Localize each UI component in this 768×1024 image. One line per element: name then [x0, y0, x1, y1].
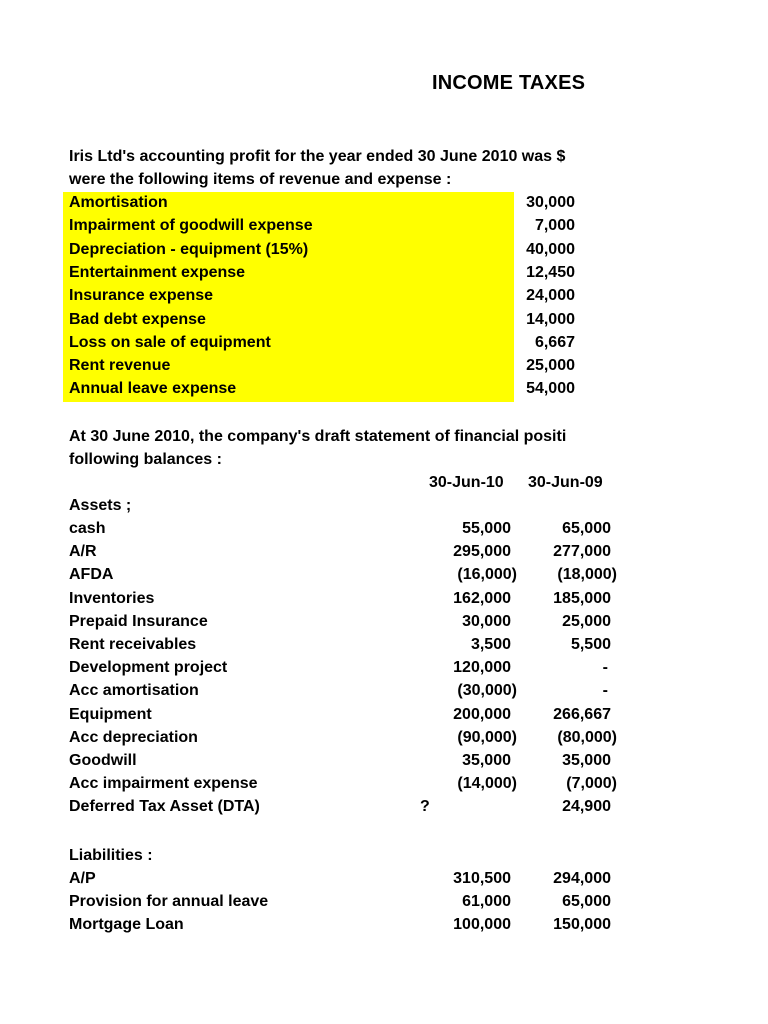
item-row [69, 241, 768, 264]
asset-row [69, 729, 768, 752]
value-2009: 35,000 [562, 752, 611, 769]
value-2009: 24,900 [562, 798, 611, 816]
item-amount: 30,000 [526, 194, 575, 211]
value-2010: 162,000 [453, 589, 511, 607]
item-amount: 7,000 [534, 217, 575, 235]
row-label: Acc amortisation [69, 682, 199, 700]
value-2009: (80,000) [557, 728, 617, 746]
asset-row [69, 543, 768, 566]
value-2009: 150,000 [553, 916, 611, 934]
item-row [69, 217, 768, 240]
row-label: Deferred Tax Asset (DTA) [69, 798, 260, 816]
item-amount: 12,450 [526, 263, 575, 281]
liabilities-heading: Liabilities : [69, 847, 153, 864]
value-2010: 200,000 [453, 705, 511, 723]
asset-row [69, 682, 768, 705]
item-amount: 6,667 [534, 333, 575, 351]
item-row [69, 194, 768, 217]
liabilitie-row [69, 870, 768, 893]
item-label: Loss on sale of equipment [69, 333, 271, 351]
item-amount: 54,000 [526, 380, 575, 398]
row-label: Acc depreciation [69, 728, 198, 746]
item-row [69, 380, 768, 403]
assets-heading: Assets ; [69, 497, 132, 514]
value-2010: 295,000 [453, 543, 511, 561]
asset-row [69, 706, 768, 729]
row-label: Rent receivables [69, 636, 197, 653]
item-amount: 25,000 [526, 357, 575, 375]
item-amount: 40,000 [526, 240, 575, 258]
item-label: Amortisation [69, 194, 168, 211]
item-label: Impairment of goodwill expense [69, 217, 313, 235]
item-label: Depreciation - equipment (15%) [69, 240, 309, 258]
asset-row [69, 613, 768, 636]
item-amount: 24,000 [526, 287, 575, 305]
item-row [69, 264, 768, 287]
value-2009: 185,000 [553, 589, 611, 607]
item-label: Bad debt expense [69, 310, 206, 328]
item-row [69, 334, 768, 357]
value-2010: (14,000) [457, 775, 517, 793]
column-header-2009: 30-Jun-09 [528, 474, 603, 491]
asset-row [69, 798, 768, 821]
value-2009: 65,000 [562, 893, 611, 911]
item-row [69, 287, 768, 310]
value-2010: 120,000 [453, 659, 511, 677]
intro-line-2: were the following items of revenue and expense : [69, 171, 452, 188]
page-title: INCOME TAXES [432, 72, 586, 94]
position-line-2: following balances : [69, 451, 222, 468]
value-2010: 3,500 [470, 636, 511, 653]
row-label: Goodwill [69, 752, 137, 769]
value-2010: (16,000) [457, 566, 517, 584]
item-label: Annual leave expense [69, 380, 237, 398]
position-line-1: At 30 June 2010, the company's draft statement of financial positi [69, 428, 567, 445]
row-label: Prepaid Insurance [69, 612, 208, 630]
intro-line-1: Iris Ltd's accounting profit for the year ended 30 June 2010 was $ [69, 148, 566, 165]
value-2009: 277,000 [553, 543, 611, 561]
item-row [69, 357, 768, 380]
value-2010: ? [420, 798, 430, 816]
row-label: A/R [69, 543, 97, 561]
row-label: Mortgage Loan [69, 916, 184, 934]
value-2010: (30,000) [457, 682, 517, 700]
value-2009: 5,500 [570, 636, 611, 653]
value-2010: 35,000 [462, 752, 511, 769]
value-2009: - [602, 659, 608, 677]
value-2010: 61,000 [462, 893, 511, 911]
value-2009: 294,000 [553, 870, 611, 887]
value-2010: 100,000 [453, 916, 511, 934]
value-2009: 266,667 [553, 705, 611, 723]
asset-row [69, 659, 768, 682]
asset-row [69, 752, 768, 775]
value-2009: - [602, 682, 608, 700]
asset-row [69, 566, 768, 589]
row-label: Acc impairment expense [69, 775, 258, 793]
row-label: Provision for annual leave [69, 893, 269, 911]
row-label: Inventories [69, 589, 155, 607]
value-2009: (7,000) [566, 775, 617, 793]
item-row [69, 311, 768, 334]
liabilitie-row [69, 916, 768, 939]
value-2010: 310,500 [453, 870, 511, 887]
value-2010: (90,000) [457, 728, 517, 746]
asset-row [69, 775, 768, 798]
row-label: A/P [69, 870, 96, 887]
value-2009: 25,000 [562, 612, 611, 630]
value-2010: 30,000 [462, 612, 511, 630]
item-label: Insurance expense [69, 287, 214, 305]
asset-row [69, 520, 768, 543]
item-amount: 14,000 [526, 310, 575, 328]
value-2009: (18,000) [557, 566, 617, 584]
asset-row [69, 590, 768, 613]
asset-row [69, 636, 768, 659]
column-header-2010: 30-Jun-10 [429, 474, 504, 491]
row-label: Equipment [69, 705, 152, 723]
row-label: Development project [69, 659, 228, 677]
item-label: Entertainment expense [69, 263, 246, 281]
row-label: cash [69, 520, 106, 537]
value-2009: 65,000 [562, 520, 611, 537]
row-label: AFDA [69, 566, 114, 584]
item-label: Rent revenue [69, 357, 171, 375]
value-2010: 55,000 [462, 520, 511, 537]
liabilitie-row [69, 893, 768, 916]
